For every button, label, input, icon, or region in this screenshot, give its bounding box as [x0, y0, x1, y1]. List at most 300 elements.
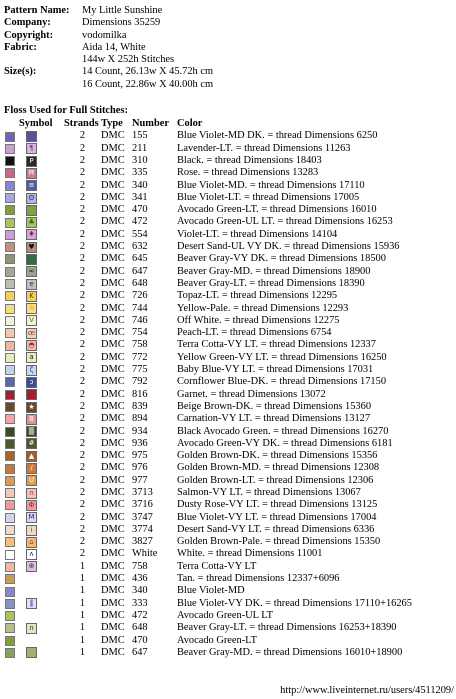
type-cell: DMC	[101, 364, 125, 376]
type-cell: DMC	[101, 523, 125, 535]
type-cell: DMC	[101, 351, 125, 363]
strands-cell: 1	[79, 622, 86, 634]
type-cell: DMC	[101, 191, 125, 203]
type-cell: DMC	[101, 573, 125, 585]
color-swatch	[5, 562, 15, 572]
color-cell: Beige Brown-DK. = thread Dimensions 15360	[177, 400, 372, 412]
symbol-icon: ♣	[26, 217, 37, 228]
strands-cell: 2	[79, 204, 86, 216]
symbol-icon: ⌂	[26, 537, 37, 548]
symbol-icon: a	[26, 352, 37, 363]
type-cell: DMC	[101, 327, 125, 339]
strands-cell: 2	[79, 228, 86, 240]
number-cell: 976	[132, 462, 148, 474]
type-cell: DMC	[101, 646, 125, 658]
number-cell: 3716	[132, 499, 153, 511]
symbol-icon	[26, 575, 35, 584]
strands-cell: 2	[79, 437, 86, 449]
color-swatch	[5, 439, 15, 449]
table-row	[4, 524, 454, 536]
type-cell: DMC	[101, 474, 125, 486]
meta-row	[4, 66, 454, 78]
table-row	[4, 548, 454, 560]
color-swatch	[5, 218, 15, 228]
symbol-icon: ζ	[26, 365, 37, 376]
type-cell: DMC	[101, 536, 125, 548]
table-row	[4, 573, 454, 585]
strands-cell: 2	[79, 511, 86, 523]
number-cell: 335	[132, 167, 148, 179]
color-cell: Carnation-VY LT. = thread Dimensions 13127	[177, 413, 371, 425]
color-cell: Terra Cotta-VY LT. = thread Dimensions 12337	[177, 339, 376, 351]
symbol-icon: e	[26, 279, 37, 290]
table-row	[4, 303, 454, 315]
number-cell: 340	[132, 179, 148, 191]
symbol-icon	[26, 647, 37, 658]
meta-label: Company:	[4, 17, 51, 29]
number-cell: 775	[132, 364, 148, 376]
color-swatch	[5, 291, 15, 301]
table-row	[4, 622, 454, 634]
type-cell: DMC	[101, 204, 125, 216]
symbol-icon: #	[26, 438, 37, 449]
table-row	[4, 475, 454, 487]
table-row	[4, 266, 454, 278]
color-swatch	[5, 144, 15, 154]
symbol-icon: ⊕	[26, 561, 37, 572]
color-cell: Avocado Green-LT	[177, 634, 257, 646]
color-cell: Black Avocado Green. = thread Dimensions 16270	[177, 425, 389, 437]
meta-value: Aida 14, White	[82, 41, 146, 53]
color-swatch	[5, 205, 15, 215]
watermark-url: http://www.liveinternet.ru/users/4511209/	[280, 684, 454, 696]
symbol-icon: ¶	[26, 143, 37, 154]
color-cell: Yellow-Pale. = thread Dimensions 12293	[177, 302, 349, 314]
strands-cell: 1	[79, 609, 86, 621]
color-cell: Dusty Rose-VY LT. = thread Dimensions 13125	[177, 499, 378, 511]
pattern-meta	[4, 5, 454, 91]
color-swatch	[5, 279, 15, 289]
strands-cell: 2	[79, 290, 86, 302]
table-row	[4, 167, 454, 179]
col-color: Color	[177, 118, 203, 130]
number-cell: 340	[132, 585, 148, 597]
strands-cell: 2	[79, 376, 86, 388]
color-swatch	[5, 156, 15, 166]
number-cell: 772	[132, 351, 148, 363]
color-cell: Desert Sand-UL VY DK. = thread Dimensions 15936	[177, 241, 400, 253]
symbol-icon	[26, 389, 37, 400]
table-row	[4, 352, 454, 364]
color-swatch	[5, 254, 15, 264]
number-cell: 310	[132, 154, 148, 166]
strands-cell: 1	[79, 560, 86, 572]
type-cell: DMC	[101, 228, 125, 240]
strands-cell: 2	[79, 179, 86, 191]
meta-label: Pattern Name:	[4, 5, 70, 16]
table-row	[4, 610, 454, 622]
table-row	[4, 143, 454, 155]
number-cell: 792	[132, 376, 148, 388]
color-cell: Blue Violet-MD. = thread Dimensions 17110	[177, 179, 365, 191]
color-swatch	[5, 513, 15, 523]
table-row	[4, 598, 454, 610]
table-row	[4, 635, 454, 647]
strands-cell: 2	[79, 413, 86, 425]
color-cell: Beaver Gray-MD. = thread Dimensions 18900	[177, 265, 371, 277]
col-strands: Strands	[64, 118, 99, 130]
color-swatch	[5, 168, 15, 178]
color-swatch	[5, 242, 15, 252]
symbol-icon	[26, 587, 35, 596]
strands-cell: 2	[79, 425, 86, 437]
type-cell: DMC	[101, 142, 125, 154]
symbol-icon	[26, 205, 37, 216]
color-swatch	[5, 390, 15, 400]
color-swatch	[5, 574, 15, 584]
table-row	[4, 561, 454, 573]
strands-cell: 2	[79, 216, 86, 228]
table-row	[4, 389, 454, 401]
strands-cell: 2	[79, 474, 86, 486]
type-cell: DMC	[101, 437, 125, 449]
strands-cell: 2	[79, 499, 86, 511]
number-cell: 472	[132, 216, 148, 228]
color-swatch	[5, 599, 15, 609]
table-row	[4, 499, 454, 511]
symbol-icon	[26, 131, 37, 142]
type-cell: DMC	[101, 302, 125, 314]
color-cell: Garnet. = thread Dimensions 13072	[177, 388, 326, 400]
type-cell: DMC	[101, 400, 125, 412]
color-cell: Salmon-VY LT. = thread Dimensions 13067	[177, 486, 361, 498]
color-cell: Beaver Gray-LT. = thread Dimensions 18390	[177, 277, 365, 289]
number-cell: 754	[132, 327, 148, 339]
table-row	[4, 339, 454, 351]
strands-cell: 2	[79, 400, 86, 412]
symbol-icon	[26, 612, 35, 621]
table-row	[4, 413, 454, 425]
color-swatch	[5, 488, 15, 498]
symbol-icon: ☆	[26, 303, 37, 314]
meta-row	[4, 17, 454, 29]
number-cell: 758	[132, 560, 148, 572]
number-cell: 645	[132, 253, 148, 265]
type-cell: DMC	[101, 560, 125, 572]
number-cell: 746	[132, 314, 148, 326]
color-cell: Tan. = thread Dimensions 12337+6096	[177, 573, 340, 585]
strands-cell: 2	[79, 486, 86, 498]
type-cell: DMC	[101, 290, 125, 302]
type-cell: DMC	[101, 154, 125, 166]
symbol-icon: ɔ	[26, 377, 37, 388]
color-swatch	[5, 550, 15, 560]
color-cell: Blue Violet-LT. = thread Dimensions 17005	[177, 191, 360, 203]
number-cell: 648	[132, 622, 148, 634]
table-row	[4, 315, 454, 327]
symbol-icon: ▒	[26, 426, 37, 437]
col-number: Number	[132, 118, 169, 130]
color-swatch	[5, 525, 15, 535]
number-cell: 648	[132, 277, 148, 289]
color-swatch	[5, 611, 15, 621]
type-cell: DMC	[101, 314, 125, 326]
color-swatch	[5, 500, 15, 510]
type-cell: DMC	[101, 253, 125, 265]
table-row	[4, 647, 454, 659]
color-swatch	[5, 623, 15, 633]
table-row	[4, 401, 454, 413]
table-row	[4, 426, 454, 438]
meta-label: Copyright:	[4, 29, 54, 41]
color-swatch	[5, 230, 15, 240]
color-cell: Golden Brown-LT. = thread Dimensions 12306	[177, 474, 374, 486]
color-cell: Blue Violet-VY LT. = thread Dimensions 17004	[177, 511, 377, 523]
number-cell: 470	[132, 634, 148, 646]
meta-row	[4, 5, 454, 17]
strands-cell: 2	[79, 142, 86, 154]
number-cell: 758	[132, 339, 148, 351]
symbol-icon	[26, 254, 37, 265]
table-row	[4, 241, 454, 253]
strands-cell: 2	[79, 523, 86, 535]
color-cell: Rose. = thread Dimensions 13283	[177, 167, 319, 179]
strands-cell: 2	[79, 450, 86, 462]
table-row	[4, 462, 454, 474]
color-swatch	[5, 587, 15, 597]
type-cell: DMC	[101, 179, 125, 191]
number-cell: 744	[132, 302, 148, 314]
color-swatch	[5, 464, 15, 474]
meta-value: 144w X 252h Stitches	[82, 54, 175, 66]
symbol-icon: U	[26, 475, 37, 486]
meta-value: 16 Count, 22.86w X 40.00h cm	[82, 78, 214, 90]
color-cell: Black. = thread Dimensions 18403	[177, 154, 322, 166]
symbol-icon: V	[26, 315, 37, 326]
strands-cell: 2	[79, 191, 86, 203]
strands-cell: 2	[79, 277, 86, 289]
symbol-icon: ∞	[26, 266, 37, 277]
col-symbol: Symbol	[19, 118, 53, 130]
number-cell: 647	[132, 646, 148, 658]
symbol-icon: ‖	[26, 598, 37, 609]
color-cell: Avocado Green-UL LT. = thread Dimensions 16253	[177, 216, 393, 228]
symbol-icon: ∩	[26, 623, 37, 634]
symbol-icon: ★	[26, 402, 37, 413]
color-cell: Golden Brown-MD. = thread Dimensions 12308	[177, 462, 380, 474]
table-row	[4, 278, 454, 290]
symbol-icon: ▲	[26, 451, 37, 462]
strands-cell: 2	[79, 241, 86, 253]
type-cell: DMC	[101, 597, 125, 609]
symbol-icon: ʌ	[26, 549, 37, 560]
symbol-icon: ♥	[26, 242, 37, 253]
color-cell: White. = thread Dimensions 11001	[177, 548, 323, 560]
meta-value: Dimensions 35259	[82, 17, 161, 29]
number-cell: 3713	[132, 486, 153, 498]
symbol-icon: Ħ	[26, 168, 37, 179]
table-row	[4, 585, 454, 597]
type-cell: DMC	[101, 339, 125, 351]
symbol-icon: B	[26, 414, 37, 425]
number-cell: 839	[132, 400, 148, 412]
number-cell: 333	[132, 597, 148, 609]
type-cell: DMC	[101, 167, 125, 179]
strands-cell: 2	[79, 167, 86, 179]
color-cell: Off White. = thread Dimensions 12275	[177, 314, 340, 326]
meta-label: Fabric:	[4, 41, 37, 53]
type-cell: DMC	[101, 265, 125, 277]
number-cell: 816	[132, 388, 148, 400]
symbol-icon: ∩	[26, 488, 37, 499]
number-cell: 726	[132, 290, 148, 302]
number-cell: 3747	[132, 511, 153, 523]
table-row	[4, 229, 454, 241]
number-cell: 554	[132, 228, 148, 240]
color-swatch	[5, 537, 15, 547]
symbol-icon: Φ	[26, 500, 37, 511]
number-cell: 934	[132, 425, 148, 437]
type-cell: DMC	[101, 499, 125, 511]
color-cell: Baby Blue-VY LT. = thread Dimensions 17031	[177, 364, 374, 376]
color-cell: Beaver Gray-LT. = thread Dimensions 16253+18390	[177, 622, 397, 634]
strands-cell: 2	[79, 339, 86, 351]
strands-cell: 2	[79, 130, 86, 142]
color-swatch	[5, 451, 15, 461]
table-row	[4, 376, 454, 388]
color-swatch	[5, 427, 15, 437]
color-cell: Avocado Green-UL LT	[177, 609, 273, 621]
color-cell: Topaz-LT. = thread Dimensions 12295	[177, 290, 338, 302]
color-cell: Beaver Gray-VY DK. = thread Dimensions 18500	[177, 253, 386, 265]
symbol-icon: M	[26, 512, 37, 523]
strands-cell: 2	[79, 548, 86, 560]
strands-cell: 1	[79, 573, 86, 585]
color-swatch	[5, 316, 15, 326]
strands-cell: 2	[79, 265, 86, 277]
symbol-icon: œ	[27, 328, 36, 337]
meta-value: 14 Count, 26.13w X 45.72h cm	[82, 66, 214, 78]
table-row	[4, 253, 454, 265]
table-row	[4, 204, 454, 216]
color-swatch	[5, 341, 15, 351]
color-swatch	[5, 353, 15, 363]
color-cell: Lavender-LT. = thread Dimensions 11263	[177, 142, 351, 154]
symbol-icon: ∕	[26, 463, 37, 474]
meta-row	[4, 54, 454, 66]
strands-cell: 1	[79, 646, 86, 658]
number-cell: 647	[132, 265, 148, 277]
number-cell: 155	[132, 130, 148, 142]
type-cell: DMC	[101, 376, 125, 388]
number-cell: 3827	[132, 536, 153, 548]
pattern-document	[4, 5, 454, 659]
color-cell: Yellow Green-VY LT. = thread Dimensions 16250	[177, 351, 387, 363]
strands-cell: 2	[79, 388, 86, 400]
color-swatch	[5, 267, 15, 277]
meta-value: My Little Sunshine	[82, 5, 163, 16]
type-cell: DMC	[101, 388, 125, 400]
strands-cell: 2	[79, 302, 86, 314]
meta-label: Size(s):	[4, 66, 37, 78]
color-cell: Golden Brown-Pale. = thread Dimensions 15350	[177, 536, 381, 548]
meta-label	[4, 54, 82, 66]
color-swatch	[5, 328, 15, 338]
number-cell: 211	[132, 142, 148, 154]
strands-cell: 2	[79, 327, 86, 339]
color-cell: Beaver Gray-MD. = thread Dimensions 16010+18900	[177, 646, 403, 658]
color-swatch	[5, 402, 15, 412]
color-cell: Violet-LT. = thread Dimensions 14104	[177, 228, 338, 240]
number-cell: 3774	[132, 523, 153, 535]
symbol-icon: ◓	[26, 340, 37, 351]
symbol-icon: ♦	[26, 229, 37, 240]
color-swatch	[5, 365, 15, 375]
symbol-icon: i	[26, 525, 37, 536]
type-cell: DMC	[101, 425, 125, 437]
color-cell: Avocado Green-VY DK. = thread Dimensions 6181	[177, 437, 393, 449]
color-cell: Peach-LT. = thread Dimensions 6754	[177, 327, 332, 339]
color-swatch	[5, 648, 15, 658]
type-cell: DMC	[101, 450, 125, 462]
type-cell: DMC	[101, 216, 125, 228]
number-cell: 894	[132, 413, 148, 425]
strands-cell: 2	[79, 314, 86, 326]
table-row	[4, 487, 454, 499]
type-cell: DMC	[101, 622, 125, 634]
type-cell: DMC	[101, 634, 125, 646]
number-cell: 341	[132, 191, 148, 203]
strands-cell: 2	[79, 536, 86, 548]
strands-cell: 2	[79, 364, 86, 376]
symbol-icon	[26, 636, 35, 645]
type-cell: DMC	[101, 413, 125, 425]
table-row	[4, 216, 454, 228]
type-cell: DMC	[101, 462, 125, 474]
type-cell: DMC	[101, 548, 125, 560]
meta-row	[4, 42, 454, 54]
type-cell: DMC	[101, 277, 125, 289]
type-cell: DMC	[101, 130, 125, 142]
table-row	[4, 438, 454, 450]
color-swatch	[5, 193, 15, 203]
symbol-icon: P	[26, 156, 37, 167]
strands-cell: 1	[79, 585, 86, 597]
type-cell: DMC	[101, 585, 125, 597]
number-cell: 472	[132, 609, 148, 621]
floss-table	[4, 118, 454, 659]
number-cell: 470	[132, 204, 148, 216]
number-cell: 975	[132, 450, 148, 462]
col-type: Type	[101, 118, 123, 130]
symbol-icon: K	[26, 291, 37, 302]
symbol-icon: ≡	[26, 180, 37, 191]
table-row	[4, 327, 454, 339]
color-swatch	[5, 377, 15, 387]
table-row	[4, 512, 454, 524]
type-cell: DMC	[101, 241, 125, 253]
type-cell: DMC	[101, 486, 125, 498]
strands-cell: 1	[79, 634, 86, 646]
floss-section-title: Floss Used for Full Stitches:	[4, 105, 128, 117]
color-swatch	[5, 476, 15, 486]
color-swatch	[5, 181, 15, 191]
strands-cell: 2	[79, 351, 86, 363]
color-swatch	[5, 132, 15, 142]
number-cell: White	[132, 548, 158, 560]
meta-row	[4, 79, 454, 91]
strands-cell: 2	[79, 462, 86, 474]
